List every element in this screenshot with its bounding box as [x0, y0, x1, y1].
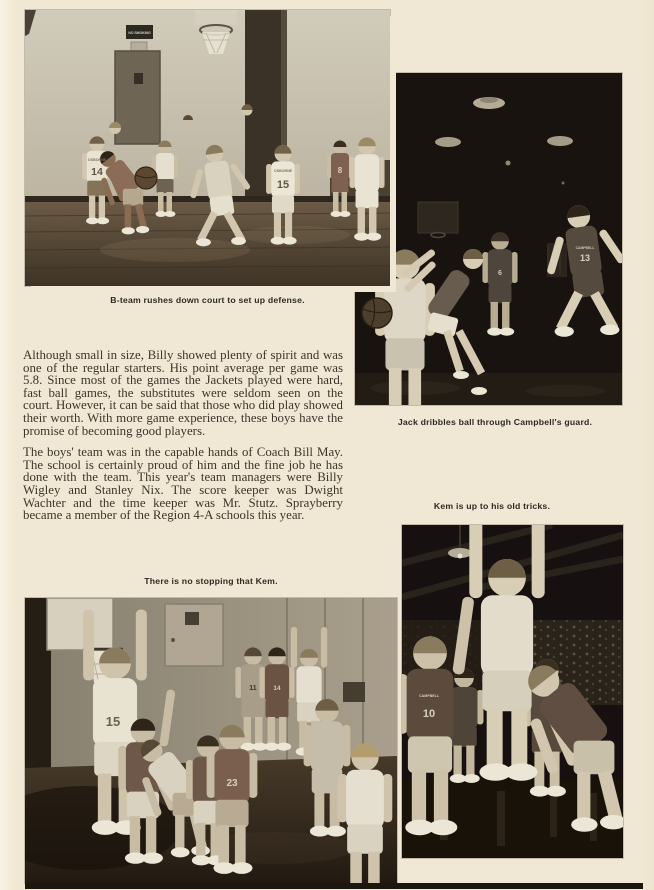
- photo-kem-rebound: [25, 598, 397, 883]
- jersey-number-6: 6: [498, 270, 502, 277]
- caption-kem-stop: There is no stopping that Kem.: [144, 576, 278, 586]
- photo-jack-dribbles: [355, 73, 622, 405]
- jersey-number-23: 23: [226, 778, 238, 789]
- caption-bteam: B-team rushes down court to set up defense.: [110, 295, 305, 305]
- gym-door: [115, 51, 160, 144]
- jersey-number-8: 8: [337, 166, 343, 175]
- wall-vent: [343, 682, 365, 702]
- jersey-number-15: 15: [105, 714, 121, 729]
- page-bottom-scan-edge: [25, 883, 643, 889]
- article-text: [23, 349, 343, 531]
- jersey-number-14: 14: [273, 685, 281, 692]
- jersey-team-osborne-15: OSBORNE: [273, 169, 293, 173]
- basketball: [135, 167, 157, 189]
- jersey-number-11: 11: [249, 685, 257, 692]
- jersey-number-15: 15: [276, 179, 290, 191]
- backboard-silhouette: [418, 202, 458, 238]
- caption-kem-tricks: Kem is up to his old tricks.: [433, 501, 551, 511]
- jersey-number-13: 13: [579, 253, 591, 263]
- caption-jack: Jack dribbles ball through Campbell's guard.: [397, 417, 593, 427]
- jersey-team-osborne-14: OSBORNE: [87, 158, 107, 162]
- jersey-team-campbell: CAMPBELL: [575, 246, 595, 250]
- jersey-number-14: 14: [91, 166, 103, 178]
- photo-kem-tricks: [402, 525, 623, 858]
- svg-text:NO SMOKING: NO SMOKING: [128, 31, 151, 35]
- gym-door: [165, 604, 223, 666]
- jersey-number-10: 10: [422, 708, 436, 720]
- paragraph-coach: The boys' team was in the capable hands of Coach Bill May. The school is certainly proud of him and the fine job he has done with the team. This year's team managers were Billy Wigley and Stanley Nix. The score keeper was Dwight Wachter and the time keeper was Mr. Stutz. Sprayberry became a member of the Region 4-A schools this year.: [23, 445, 343, 523]
- jersey-team-campbell: CAMPBELL: [419, 694, 439, 698]
- photo-bteam-court: [25, 10, 390, 286]
- paragraph-billy: Although small in size, Billy showed plenty of spirit and was one of the regular starters. His point average per game was 5.8. Since most of the games the Jackets played were hard, fast ball games, the substitutes were seldom seen on the court. However, it can be said that those who did play showed their worth. With more game experience, these boys have the promise of becoming good players.: [23, 348, 343, 438]
